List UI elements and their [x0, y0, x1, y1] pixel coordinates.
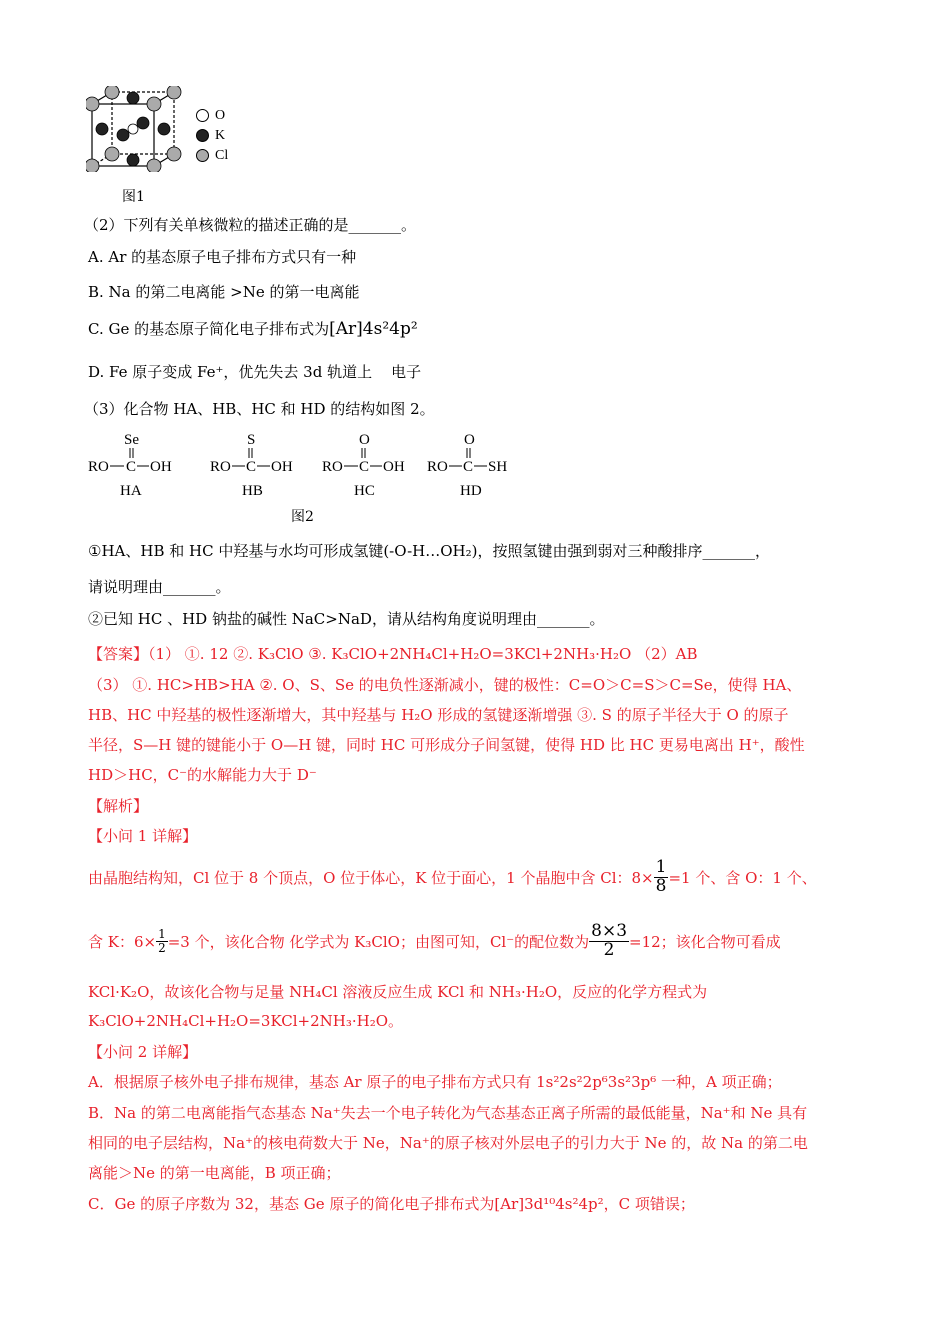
molecule-hd: [427, 432, 507, 498]
analysis-option-b-line2: 相同的电子层结构，Na⁺的核电荷数大于 Ne，Na⁺的原子核对外层电子的引力大于 Ne 的，故 Na 的第二电: [88, 1134, 808, 1152]
q3-sub1-line2: 请说明理由_______。: [88, 578, 231, 596]
analysis-option-c: C．Ge 的原子序数为 32，基态 Ge 原子的简化电子排布式为[Ar]3d¹⁰4s²4p²，C 项错误；: [88, 1195, 695, 1213]
svg-text:RO: RO: [427, 459, 448, 475]
analysis-p1: 由晶胞结构知，Cl 位于 8 个顶点，O 位于体心，K 位于面心，1 个晶胞中含 Cl：8× $\frac{1}{8}$ =1 个、含 O：1 个、: [88, 856, 817, 896]
analysis-sub2-heading: 【小问 2 详解】: [88, 1043, 198, 1061]
q3-stem: （3）化合物 HA、HB、HC 和 HD 的结构如图 2。: [84, 400, 435, 418]
molecule-hc: [322, 432, 405, 498]
q2-stem: （2）下列有关单核微粒的描述正确的是_______。: [84, 216, 417, 234]
answer-line-2: （3） ①. HC>HB>HA ②. O、S、Se 的电负性逐渐减小，键的极性：C=O＞C=S＞C=Se，使得 HA、: [88, 676, 802, 694]
svg-text:RO: RO: [322, 459, 343, 475]
svg-text:HC: HC: [354, 483, 375, 498]
fraction-coordination: $\frac{8\times 3}{2}$: [591, 920, 628, 960]
analysis-heading: 【解析】: [88, 797, 149, 815]
svg-text:S: S: [247, 432, 256, 448]
q3-sub1-line1: ①HA、HB 和 HC 中羟基与水均可形成氢键(-O-H…OH₂)，按照氢键由强到弱对三种酸排序_______，: [88, 542, 770, 560]
analysis-option-b-line1: B．Na 的第二电离能指气态基态 Na⁺失去一个电子转化为气态基态正离子所需的最低能量，Na⁺和 Ne 具有: [88, 1104, 808, 1122]
analysis-option-b-line3: 离能＞Ne 的第一电离能，B 项正确；: [88, 1164, 341, 1182]
molecule-ha-top: Se: [124, 432, 139, 448]
open-circle-icon: [196, 109, 209, 122]
svg-text:RO: RO: [210, 459, 231, 475]
answer-line-1: 【答案】（1） ①. 12 ②. K₃ClO ③. K₃ClO+2NH₄Cl+H₂O=3KCl+2NH₃·H₂O （2）AB: [88, 645, 698, 663]
svg-text:OH: OH: [383, 459, 405, 475]
molecule-structures-figure: [86, 428, 526, 498]
q2-option-a: A. Ar 的基态原子电子排布方式只有一种: [88, 248, 357, 266]
svg-text:HB: HB: [242, 483, 263, 498]
figure2-caption: 图2: [291, 509, 314, 525]
legend-k: K: [196, 128, 225, 144]
answer-line-4: 半径，S—H 键的键能小于 O—H 键，同时 HC 可形成分子间氢键，使得 HD 比 HC 更易电离出 H⁺，酸性: [88, 736, 805, 754]
fraction-one-eighth: $\frac{1}{8}$: [655, 856, 667, 896]
black-circle-icon: [196, 129, 209, 142]
q2-option-c: C. Ge 的基态原子简化电子排布式为[Ar]4s²4p²: [88, 319, 418, 339]
answer-line-5: HD＞HC，C⁻的水解能力大于 D⁻: [88, 766, 317, 784]
svg-text:OH: OH: [150, 459, 172, 475]
molecule-hb: [210, 432, 293, 498]
svg-text:C: C: [359, 459, 370, 475]
legend-o: O: [196, 108, 225, 124]
analysis-p3: KCl·K₂O，故该化合物与足量 NH₄Cl 溶液反应生成 KCl 和 NH₃·H₂O，反应的化学方程式为: [88, 983, 708, 1001]
svg-text:O: O: [464, 432, 475, 448]
q2-option-b: B. Na 的第二电离能 >Ne 的第一电离能: [88, 283, 360, 301]
svg-text:OH: OH: [271, 459, 293, 475]
fraction-one-half: $\frac{1}{2}$: [158, 926, 166, 955]
analysis-sub1-heading: 【小问 1 详解】: [88, 827, 198, 845]
answer-line-3: HB、HC 中羟基的极性逐渐增大，其中羟基与 H₂O 形成的氢键逐渐增强 ③. S 的原子半径大于 O 的原子: [88, 706, 789, 724]
svg-text:C: C: [463, 459, 474, 475]
svg-text:RO: RO: [88, 459, 109, 475]
svg-text:O: O: [359, 432, 370, 448]
molecule-ha: [88, 432, 172, 498]
figure1-caption: 图1: [122, 189, 145, 205]
legend-cl: Cl: [196, 148, 228, 164]
gray-circle-icon: [196, 149, 209, 162]
svg-text:HA: HA: [120, 483, 142, 498]
q3-sub2: ②已知 HC 、HD 钠盐的碱性 NaC>NaD，请从结构角度说明理由_______。: [88, 610, 605, 628]
q2-option-d: D. Fe 原子变成 Fe⁺，优先失去 3d 轨道上 电子: [88, 363, 422, 381]
svg-text:C: C: [126, 459, 137, 475]
analysis-option-a: A．根据原子核外电子排布规律，基态 Ar 原子的电子排布方式只有 1s²2s²2p⁶3s²3p⁶ 一种，A 项正确；: [88, 1073, 782, 1091]
crystal-cell-figure: [86, 86, 186, 172]
svg-text:C: C: [246, 459, 257, 475]
svg-text:HD: HD: [460, 483, 482, 498]
analysis-p4: K₃ClO+2NH₄Cl+H₂O=3KCl+2NH₃·H₂O。: [88, 1012, 404, 1030]
svg-text:SH: SH: [488, 459, 508, 475]
analysis-p2: 含 K：6× $\frac{1}{2}$ =3 个，该化合物 化学式为 K₃ClO；由图可知，Cl⁻的配位数为 $\frac{8\times 3}{2}$ =12；该化合物可看成: [88, 920, 781, 960]
